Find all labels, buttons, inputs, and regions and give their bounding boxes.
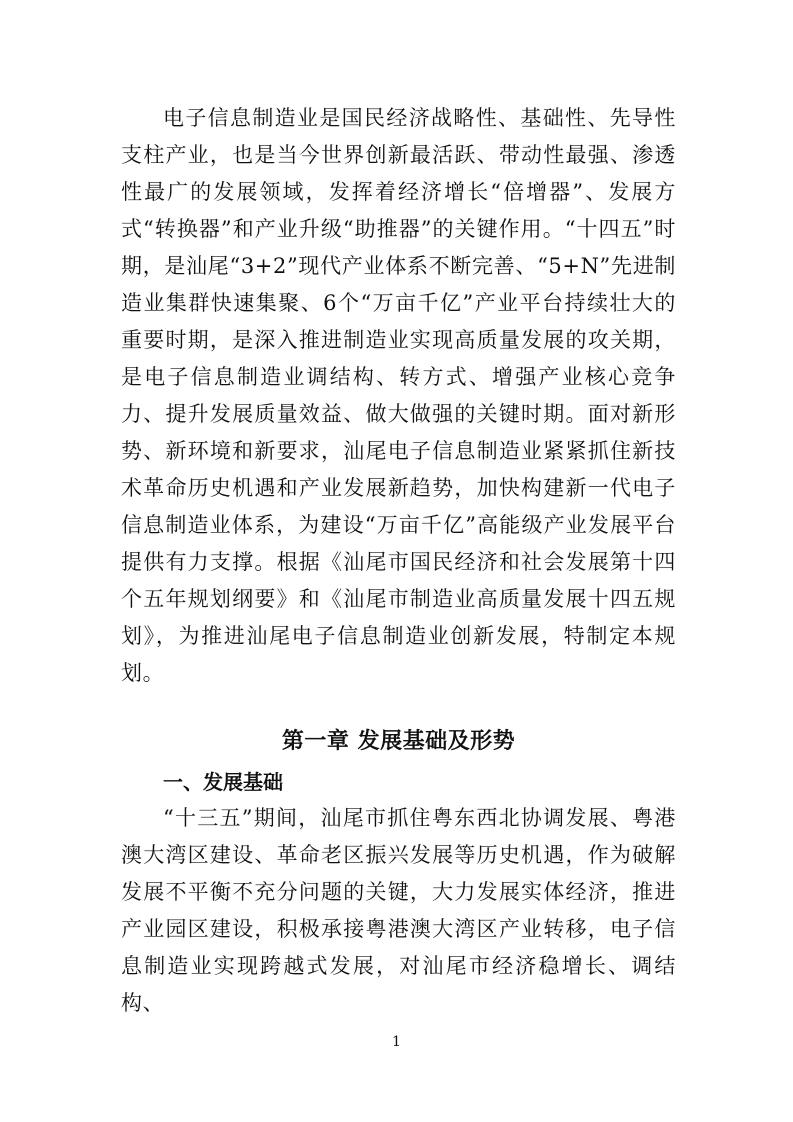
page-number: 1 bbox=[392, 1034, 401, 1050]
intro-paragraph: 电子信息制造业是国民经济战略性、基础性、先导性支柱产业，也是当今世界创新最活跃、带动性最强、渗透性最广的发展领域，发挥着经济增长“倍增器”、发展方式“转换器”和产业升级“助推器”的关键作用。“十四五”时期，是汕尾“3+2”现代产业体系不断完善、“5+N”先进制造业集群快速集聚、6个“万亩千亿”产业平台持续壮大的重要时期，是深入推进制造业实现高质量发展的攻关期，是电子信息制造业调结构、转方式、增强产业核心竞争力、提升发展质量效益、做大做强的关键时期。面对新形势、新环境和新要求，汕尾电子信息制造业紧紧抓住新技术革命历史机遇和产业发展新趋势，加快构建新一代电子信息制造业体系，为建设“万亩千亿”高能级产业发展平台提供有力支撑。根据《汕尾市国民经济和社会发展第十四个五年规划纲要》和《汕尾市制造业高质量发展十四五规划》，为推进汕尾电子信息制造业创新发展，特制定本规划。 bbox=[121, 106, 676, 685]
section-body bbox=[121, 800, 676, 1022]
chapter-title: 第一章 发展基础及形势 bbox=[281, 729, 516, 754]
page-content bbox=[121, 100, 676, 1022]
section-paragraph: “十三五”期间，汕尾市抓住粤东西北协调发展、粤港澳大湾区建设、革命老区振兴发展等历史机遇，作为破解发展不平衡不充分问题的关键，大力发展实体经济，推进产业园区建设，积极承接粤港澳大湾区产业转移，电子信息制造业实现跨越式发展，对汕尾市经济稳增长、调结构、 bbox=[121, 806, 676, 1015]
intro-section bbox=[121, 100, 676, 692]
section-title: 一、发展基础 bbox=[163, 770, 283, 794]
